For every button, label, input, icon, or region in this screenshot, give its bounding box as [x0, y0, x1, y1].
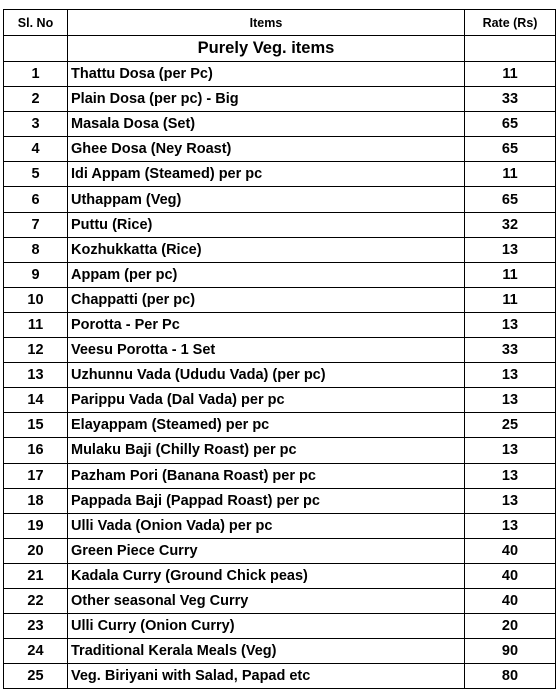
item-rate: 65	[465, 137, 556, 162]
item-rate: 32	[465, 212, 556, 237]
header-items: Items	[68, 10, 465, 36]
table-row	[4, 664, 556, 689]
table-row	[4, 639, 556, 664]
item-name: Kadala Curry (Ground Chick peas)	[68, 563, 465, 588]
row-number: 19	[4, 513, 68, 538]
item-rate: 20	[465, 614, 556, 639]
row-number: 6	[4, 187, 68, 212]
item-name: Veesu Porotta - 1 Set	[68, 338, 465, 363]
item-rate: 11	[465, 162, 556, 187]
item-name: Traditional Kerala Meals (Veg)	[68, 639, 465, 664]
header-rate: Rate (Rs)	[465, 10, 556, 36]
item-name: Green Piece Curry	[68, 538, 465, 563]
item-name: Porotta - Per Pc	[68, 312, 465, 337]
item-rate: 80	[465, 664, 556, 689]
item-name: Appam (per pc)	[68, 262, 465, 287]
row-number: 16	[4, 438, 68, 463]
item-name: Parippu Vada (Dal Vada) per pc	[68, 388, 465, 413]
item-rate: 33	[465, 87, 556, 112]
item-rate: 11	[465, 62, 556, 87]
row-number: 14	[4, 388, 68, 413]
row-number: 1	[4, 62, 68, 87]
row-number: 11	[4, 312, 68, 337]
row-number: 20	[4, 538, 68, 563]
item-rate: 13	[465, 438, 556, 463]
table-row	[4, 62, 556, 87]
table-row	[4, 338, 556, 363]
item-rate: 11	[465, 262, 556, 287]
row-number: 23	[4, 614, 68, 639]
row-number: 12	[4, 338, 68, 363]
item-rate: 13	[465, 488, 556, 513]
table-row	[4, 438, 556, 463]
row-number: 2	[4, 87, 68, 112]
section-title: Purely Veg. items	[68, 36, 465, 62]
menu-table	[3, 9, 556, 689]
row-number: 25	[4, 664, 68, 689]
table-row	[4, 413, 556, 438]
item-name: Masala Dosa (Set)	[68, 112, 465, 137]
item-name: Ulli Vada (Onion Vada) per pc	[68, 513, 465, 538]
item-rate: 65	[465, 187, 556, 212]
table-row	[4, 112, 556, 137]
row-number: 4	[4, 137, 68, 162]
row-number: 21	[4, 563, 68, 588]
item-name: Pazham Pori (Banana Roast) per pc	[68, 463, 465, 488]
item-name: Plain Dosa (per pc) - Big	[68, 87, 465, 112]
item-rate: 13	[465, 388, 556, 413]
section-row	[4, 36, 556, 62]
item-rate: 40	[465, 538, 556, 563]
item-rate: 13	[465, 513, 556, 538]
row-number: 5	[4, 162, 68, 187]
table-row	[4, 588, 556, 613]
section-no-cell	[4, 36, 68, 62]
item-rate: 90	[465, 639, 556, 664]
item-name: Chappatti (per pc)	[68, 287, 465, 312]
item-rate: 33	[465, 338, 556, 363]
item-rate: 65	[465, 112, 556, 137]
item-rate: 13	[465, 463, 556, 488]
table-row	[4, 187, 556, 212]
item-name: Veg. Biriyani with Salad, Papad etc	[68, 664, 465, 689]
table-row	[4, 363, 556, 388]
item-name: Idi Appam (Steamed) per pc	[68, 162, 465, 187]
item-rate: 13	[465, 312, 556, 337]
item-name: Ulli Curry (Onion Curry)	[68, 614, 465, 639]
table-row	[4, 262, 556, 287]
row-number: 17	[4, 463, 68, 488]
item-name: Pappada Baji (Pappad Roast) per pc	[68, 488, 465, 513]
item-name: Uthappam (Veg)	[68, 187, 465, 212]
item-name: Kozhukkatta (Rice)	[68, 237, 465, 262]
table-row	[4, 513, 556, 538]
row-number: 22	[4, 588, 68, 613]
item-name: Mulaku Baji (Chilly Roast) per pc	[68, 438, 465, 463]
row-number: 3	[4, 112, 68, 137]
row-number: 8	[4, 237, 68, 262]
item-rate: 11	[465, 287, 556, 312]
section-rate-cell	[465, 36, 556, 62]
item-name: Ghee Dosa (Ney Roast)	[68, 137, 465, 162]
item-rate: 40	[465, 588, 556, 613]
row-number: 13	[4, 363, 68, 388]
table-row	[4, 563, 556, 588]
header-sl-no: Sl. No	[4, 10, 68, 36]
row-number: 9	[4, 262, 68, 287]
row-number: 7	[4, 212, 68, 237]
table-row	[4, 388, 556, 413]
table-row	[4, 312, 556, 337]
table-row	[4, 237, 556, 262]
item-rate: 25	[465, 413, 556, 438]
row-number: 15	[4, 413, 68, 438]
table-row	[4, 463, 556, 488]
row-number: 10	[4, 287, 68, 312]
item-rate: 13	[465, 237, 556, 262]
table-row	[4, 287, 556, 312]
item-name: Puttu (Rice)	[68, 212, 465, 237]
item-name: Other seasonal Veg Curry	[68, 588, 465, 613]
item-name: Uzhunnu Vada (Ududu Vada) (per pc)	[68, 363, 465, 388]
table-row	[4, 614, 556, 639]
row-number: 18	[4, 488, 68, 513]
table-row	[4, 538, 556, 563]
table-row	[4, 488, 556, 513]
table-row	[4, 212, 556, 237]
item-rate: 40	[465, 563, 556, 588]
header-row	[4, 10, 556, 36]
item-name: Thattu Dosa (per Pc)	[68, 62, 465, 87]
item-name: Elayappam (Steamed) per pc	[68, 413, 465, 438]
item-rate: 13	[465, 363, 556, 388]
table-row	[4, 137, 556, 162]
table-row	[4, 87, 556, 112]
row-number: 24	[4, 639, 68, 664]
table-row	[4, 162, 556, 187]
